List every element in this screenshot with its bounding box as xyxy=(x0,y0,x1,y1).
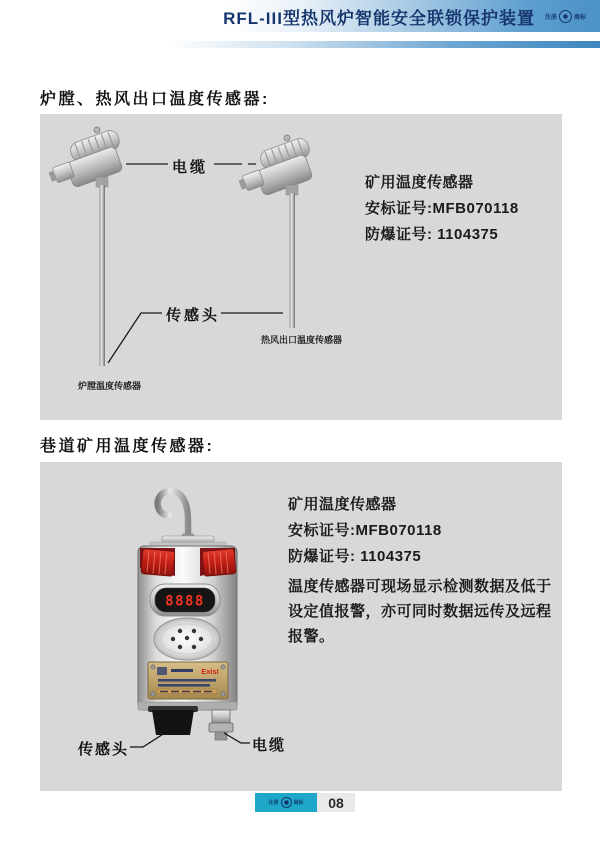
cert-product-name: 矿用温度传感器 xyxy=(365,174,474,191)
plate-ex-mark: ExisI xyxy=(201,667,219,676)
nameplate xyxy=(148,662,228,699)
cable-label: 电缆 xyxy=(172,159,209,176)
sensor-head-label: 传感头 xyxy=(166,307,221,324)
trademark-right-label: 商标 xyxy=(293,800,304,806)
annotation-lines xyxy=(108,164,283,363)
furnace-probes-illustration xyxy=(40,114,562,420)
header-stripe xyxy=(0,41,600,48)
trademark-left-label: 注册 xyxy=(544,14,557,21)
sensor-head-part xyxy=(152,710,194,735)
furnace-probe-caption: 炉膛温度传感器 xyxy=(78,381,142,391)
speaker-grille xyxy=(154,618,220,660)
cert-safety-number: 安标证号:MFB070118 xyxy=(288,522,442,539)
tunnel-cert-block xyxy=(288,492,442,570)
tunnel-sensor-panel xyxy=(40,462,562,791)
furnace-probes-panel xyxy=(40,114,562,420)
cert-safety-number: 安标证号:MFB070118 xyxy=(365,200,519,217)
cable-label: 电缆 xyxy=(252,737,287,754)
cert-product-name: 矿用温度传感器 xyxy=(288,496,397,513)
page-number: 08 xyxy=(317,793,355,812)
trademark-left-label: 注册 xyxy=(268,800,279,806)
page-title: RFL-III型热风炉智能安全联锁保护装置 xyxy=(223,8,535,28)
sensor-head-label: 传感头 xyxy=(78,741,130,758)
led-display xyxy=(150,584,220,616)
device-description: 温度传感器可现场显示检测数据及低于设定值报警，亦可同时数据远传及远程报警。 xyxy=(288,578,552,645)
section-heading-furnace: 炉膛、热风出口温度传感器: xyxy=(40,91,270,108)
cable-gland-part xyxy=(212,710,230,723)
header-band xyxy=(0,0,600,32)
bottom-fittings xyxy=(138,702,237,740)
trademark-emblem-icon xyxy=(281,797,292,808)
trademark-emblem-icon xyxy=(559,10,572,23)
furnace-cert-block xyxy=(365,170,519,248)
cert-explosion-number: 防爆证号: 1104375 xyxy=(365,226,499,243)
outlet-probe-caption: 热风出口温度传感器 xyxy=(261,335,343,345)
led-display-digits: 8888 xyxy=(165,593,205,610)
cert-explosion-number: 防爆证号: 1104375 xyxy=(288,548,422,565)
furnace-probe-graphic xyxy=(48,127,124,366)
trademark-right-label: 商标 xyxy=(573,14,586,21)
footer-trademark-badge xyxy=(255,793,317,812)
page-footer xyxy=(255,793,355,812)
section-heading-tunnel: 巷道矿用温度传感器: xyxy=(40,438,215,455)
trademark-badge xyxy=(545,10,586,23)
